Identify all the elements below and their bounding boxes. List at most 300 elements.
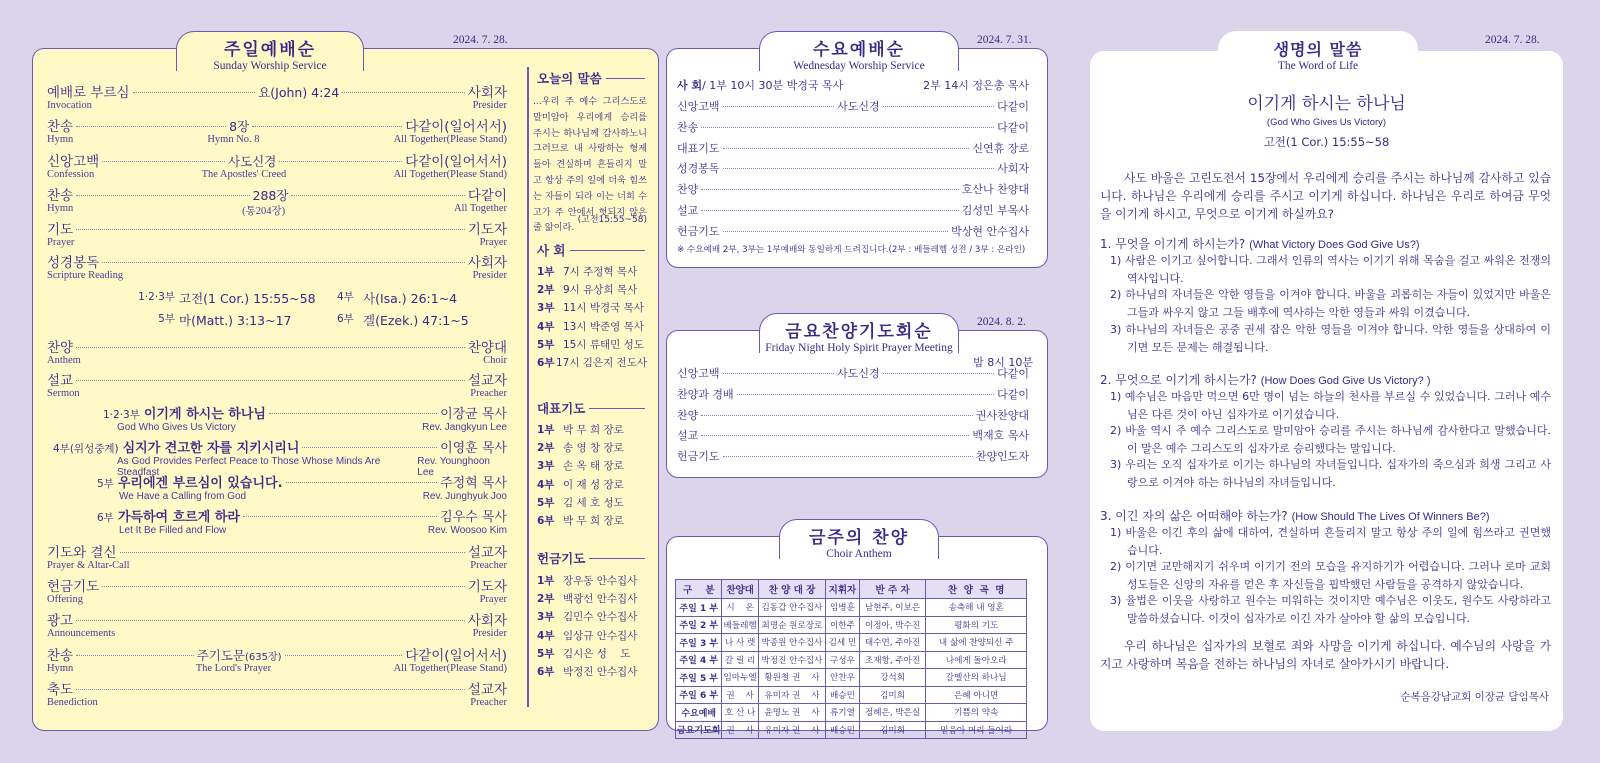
wednesday-date: 2024. 7. 31. <box>977 34 1032 46</box>
leader-dots <box>286 482 438 483</box>
sermon-line <box>47 472 507 491</box>
sermon-title: 심지가 견고한 자를 지키시리니 <box>122 441 300 456</box>
side-list-item <box>537 280 647 298</box>
order-item <box>47 115 507 149</box>
order-item-label: 찬송 <box>47 648 74 664</box>
choir-cell: 믿음아 머리 들어라 <box>926 721 1027 739</box>
side-list-name: 이 재 성 장로 <box>563 478 624 491</box>
order-item-line <box>47 150 507 169</box>
choir-cell: 김세 민 <box>826 634 860 652</box>
leader-dots <box>76 195 249 196</box>
side-list-service: 4부 <box>537 320 555 333</box>
side-list-service: 6부 <box>537 666 555 679</box>
side-list-name: 17시 김은지 전도사 <box>555 357 647 370</box>
order-item-leader: 다같이(일어서서) <box>405 154 507 170</box>
order-item <box>47 184 507 218</box>
word-section-point: 1) 바울은 이긴 후의 삶에 대하여, 견실하며 흔들리지 말고 항상 주의 일에 힘쓰라고 권면했습니다. <box>1110 526 1551 557</box>
order-item-label: 찬송 <box>47 188 74 204</box>
order-item-label: 찬양 <box>677 183 699 197</box>
order-item-line <box>47 184 507 203</box>
leader-dots <box>102 161 225 162</box>
choir-subtitle: Choir Anthem <box>826 548 892 560</box>
choir-cell: 태수연, 주아진 <box>859 634 926 652</box>
order-item-line <box>47 336 507 355</box>
order-item-leader-en: Preacher <box>470 697 507 708</box>
scripture-service: 5부 <box>158 313 175 325</box>
order-item <box>47 150 507 184</box>
choir-cell: 이한주 <box>826 616 860 634</box>
order-item-detail-text: 주기도문 <box>196 648 246 663</box>
leader-dots <box>76 347 465 348</box>
leader-dots <box>701 210 958 211</box>
side-list-name: 13시 박준영 목사 <box>563 320 644 333</box>
leader-dots <box>243 516 437 517</box>
sermon-entry <box>47 437 507 478</box>
side-list-item <box>537 299 647 317</box>
choir-cell: 나 사 렛 <box>722 634 758 652</box>
word-section-point: 1) 사람은 이기고 싶어합니다. 그래서 인류의 역사는 이기기 위해 목숨을 걸고 싸워온 전쟁의 역사입니다. <box>1110 254 1551 285</box>
order-item-en-line <box>47 388 507 401</box>
order-item-line <box>47 541 507 560</box>
order-item-en-line <box>47 697 507 710</box>
word-title: 생명의 말씀 <box>1273 40 1363 59</box>
order-item-detail <box>228 152 276 170</box>
sermon-entry <box>47 403 507 439</box>
order-item-label-en: Scripture Reading <box>47 270 124 281</box>
order-item-label: 예배로 부르심 <box>47 85 130 101</box>
order-item-leader: 설교자 <box>467 373 507 389</box>
scripture-text-2: 겔(Ezek.) 47:1~5 <box>363 313 469 328</box>
order-item-label: 찬양 <box>47 340 74 356</box>
order-item-detail-text: 요(John) 4:24 <box>258 85 340 100</box>
side-list-service: 4부 <box>537 629 555 642</box>
choir-cell: 이정아, 박수진 <box>859 616 926 634</box>
choir-cell: 은혜 아니면 <box>926 686 1027 704</box>
choir-cell: 김미희 <box>859 721 926 739</box>
order-item-line <box>47 575 507 594</box>
side-list-item <box>537 511 647 529</box>
wednesday-presider-second: 2부 14시 정은총 목사 <box>923 79 1029 92</box>
side-list-service: 3부 <box>537 460 555 473</box>
side-list-name: 박 무 희 장로 <box>563 423 624 436</box>
order-item-en-line <box>47 663 507 676</box>
order-item-detail-en: Hymn No. 8 <box>207 134 260 145</box>
order-item-leader: 다같이 <box>467 188 507 204</box>
side-list-name: 백광선 안수집사 <box>563 592 638 605</box>
side-list-name: 김시은 성 도 <box>563 647 631 660</box>
choir-cell: 황원철 권 사 <box>758 669 825 687</box>
table-row <box>676 669 1027 687</box>
choir-cell: 류기열 <box>826 704 860 722</box>
order-item-line <box>47 678 507 697</box>
choir-cell: 배승민 <box>826 686 860 704</box>
order-item-en-line <box>47 100 507 113</box>
order-item-label-en: Invocation <box>47 100 92 111</box>
order-item-label-en: Anthem <box>47 355 81 366</box>
side-list-item <box>537 353 647 371</box>
choir-cell: 주일 3 부 <box>676 634 722 652</box>
offering-prayer-heading: 헌금기도 <box>537 549 645 567</box>
sermon-service: 1·2·3부 <box>103 409 140 421</box>
choir-cell: 나에게 돌아오라 <box>926 651 1027 669</box>
order-item-leader: 설교자 <box>467 545 507 561</box>
side-list-service: 3부 <box>537 302 555 315</box>
order-item-label: 기도와 결신 <box>47 545 117 561</box>
order-item-leader-en: All Together <box>453 203 507 214</box>
leader-dots <box>76 126 226 127</box>
word-intro: 사도 바울은 고린도전서 15장에서 우리에게 승리를 주시는 하나님께 감사하고 있습니다. 하나님은 우리에게 승리를 주시고 이기게 하십니다. 하나님은 우리로 하여금 무엇을 이기게 하시고, 무엇으로 이기게 하실까요? <box>1100 171 1551 221</box>
choir-cell: 최명순 원로장로 <box>758 616 825 634</box>
side-list-name: 손 옥 태 장로 <box>563 460 624 473</box>
choir-cell: 주일 6 부 <box>676 686 722 704</box>
order-item-detail-en: (통204장) <box>242 206 286 217</box>
order-item-line <box>47 251 507 270</box>
choir-cell: 안찬우 <box>826 669 860 687</box>
word-section-heading <box>1100 371 1431 388</box>
choir-cell: 임병훈 <box>826 599 860 617</box>
order-item-label: 신앙고백 <box>677 100 720 113</box>
word-scripture: 고전(1 Cor.) 15:55~58 <box>1263 135 1390 149</box>
leader-dots <box>120 552 465 553</box>
leader-dots <box>102 586 465 587</box>
order-item-leader: 호산나 찬양대 <box>961 183 1029 197</box>
choir-cell: 남현주, 이보은 <box>859 599 926 617</box>
order-item-label: 대표기도 <box>677 141 720 155</box>
order-item-en-line <box>47 560 507 573</box>
sermon-preacher-en: Rev. Younghoon Lee <box>417 456 490 478</box>
side-list-name: 9시 유상희 목사 <box>563 283 638 296</box>
order-item-leader-en: All Together(Please Stand) <box>393 169 507 180</box>
order-item-label-en: Announcements <box>47 628 116 639</box>
order-item-leader: 다같이 <box>997 387 1029 401</box>
order-item-label-en: Hymn <box>47 203 74 214</box>
sermon-title-en: Let It Be Filled and Flow <box>119 525 227 536</box>
wednesday-title: 수요예배순 <box>812 40 906 60</box>
leader-dots <box>291 195 464 196</box>
order-item-label-en: Offering <box>47 594 83 605</box>
order-item-leader-en: All Together(Please Stand) <box>393 663 507 674</box>
word-section-point: 3) 율법은 이웃을 사랑하고 원수는 미워하는 것이지만 예수님은 이웃도, 원수도 사랑하라고 말씀하셨습니다. 이것이 십자가로 이긴 자가 살아야 할 삶의 모습입니다. <box>1110 594 1551 625</box>
side-list-service: 1부 <box>537 574 555 587</box>
friday-title: 금요찬양기도회순 <box>785 322 933 342</box>
leader-dots <box>133 92 256 93</box>
side-list-item <box>537 662 647 680</box>
sunday-divider <box>527 67 529 707</box>
scripture-service-2: 6부 <box>337 313 354 325</box>
side-list-item <box>537 589 647 607</box>
word-section-point: 1) 예수님은 마음만 먹으면 6만 명이 넘는 하늘의 천사를 부르실 수 있었습니다. 그러나 예수님은 다른 것이 아닌 십자가로 이기셨습니다. <box>1110 390 1551 421</box>
side-list-service: 6부 <box>537 515 555 528</box>
choir-cell: 주일 1 부 <box>676 599 722 617</box>
order-item-en-line <box>47 203 507 216</box>
sermon-title-en: We Have a Calling from God <box>119 491 247 502</box>
wednesday-subtitle: Wednesday Worship Service <box>793 60 925 72</box>
order-item-en-line <box>47 594 507 607</box>
choir-header-cell: 반 주 자 <box>859 580 926 599</box>
leader-dots <box>279 161 402 162</box>
scripture-service-2: 4부 <box>337 291 354 303</box>
rep-prayer-list <box>537 420 647 530</box>
leader-dots <box>76 689 465 690</box>
order-item <box>677 407 1029 427</box>
word-date: 2024. 7. 28. <box>1485 34 1540 46</box>
leader-dots <box>723 231 949 232</box>
word-signature: 순복음강남교회 이장균 담임목사 <box>1400 691 1549 703</box>
choir-cell: 유미자 권 사 <box>758 686 825 704</box>
order-item-leader-en: All Together(Please Stand) <box>393 134 507 145</box>
order-item-leader: 다같이(일어서서) <box>405 119 508 135</box>
choir-cell: 박정진 안수집사 <box>758 651 825 669</box>
leader-dots <box>269 413 437 414</box>
leader-dots <box>723 148 970 149</box>
leader-dots <box>701 127 994 128</box>
scripture-service: 1·2·3부 <box>138 291 175 303</box>
word-section-question-en: (What Victory Does God Give Us?) <box>1249 239 1420 251</box>
word-section-point: 2) 바울 역시 주 예수 그리스도로 말미암아 승리를 주시는 하나님께 감사한다고 말했습니다. 이 말은 예수 그리스도의 십자가로 승리했다는 말입니다. <box>1110 424 1551 455</box>
choir-cell: 기쁨의 약속 <box>926 704 1027 722</box>
order-item-detail-en: The Lord's Prayer <box>195 663 272 674</box>
choir-cell: 권 사 <box>722 686 758 704</box>
sermon-entry <box>47 472 507 508</box>
leader-dots <box>883 373 995 374</box>
order-item <box>47 218 507 252</box>
order-item-detail <box>258 83 339 101</box>
choir-title-tab <box>779 519 939 559</box>
sermon-title: 우리에겐 부르심이 있습니다. <box>117 476 283 491</box>
choir-table <box>675 579 1027 739</box>
today-word-heading: 오늘의 말씀 <box>537 69 645 87</box>
order-item <box>47 541 507 575</box>
choir-cell: 박종원 안수집사 <box>758 634 825 652</box>
choir-cell: 권 사 <box>722 721 758 739</box>
order-item <box>47 336 507 370</box>
choir-cell: 윤명노 권 사 <box>758 704 825 722</box>
order-item-label-en: Prayer & Altar-Call <box>47 560 130 571</box>
side-list-item <box>537 571 647 589</box>
sermon-title: 가득하여 흐르게 하라 <box>117 510 240 525</box>
choir-header-cell: 찬 양 대 장 <box>758 580 825 599</box>
order-item-leader-en: Presider <box>472 100 507 111</box>
today-word-ref: (고전15:55~58) <box>577 215 647 225</box>
order-item-leader: 찬양대 <box>467 340 507 356</box>
leader-dots <box>723 456 973 457</box>
order-item <box>677 427 1029 447</box>
side-list-service: 5부 <box>537 647 555 660</box>
word-section-question-en: (How Does God Give Us Victory? ) <box>1260 375 1431 387</box>
choir-cell: 주일 5 부 <box>676 669 722 687</box>
order-item <box>677 160 1029 180</box>
order-item-line <box>47 81 507 100</box>
choir-cell: 내 삶에 찬양되신 주 <box>926 634 1027 652</box>
word-section-heading <box>1100 507 1489 524</box>
word-section-question-en: (How Should The Lives Of Winners Be?) <box>1291 511 1490 523</box>
order-item-detail-en: The Apostles' Creed <box>201 169 287 180</box>
order-item-leader-en: Presider <box>472 270 507 281</box>
word-section-point: 2) 하나님의 자녀들은 악한 영들을 이겨야 합니다. 바울을 괴롭히는 자들이 있었지만 바울은 그들과 싸우지 않고 그들 배후에 역사하는 악한 영들과 싸워 이겼습니다. <box>1110 288 1551 319</box>
side-list-item <box>537 262 647 280</box>
order-item-leader-en: Choir <box>483 355 507 366</box>
side-list-item <box>537 438 647 456</box>
order-item <box>677 98 1029 118</box>
sermon-preacher: 주정혁 목사 <box>440 476 507 491</box>
order-item-en-line <box>47 169 507 182</box>
sunday-title-tab <box>176 31 364 71</box>
order-item-leader: 다같이 <box>997 367 1030 380</box>
order-item <box>677 119 1029 139</box>
order-item-label-en: Hymn <box>47 663 74 674</box>
rep-prayer-heading: 대표기도 <box>537 399 645 417</box>
choir-header-cell: 지휘자 <box>826 580 860 599</box>
order-item <box>47 644 507 678</box>
leader-dots <box>342 92 465 93</box>
order-item-en-line <box>47 628 507 641</box>
side-list-item <box>537 457 647 475</box>
order-item-en-line <box>47 134 507 147</box>
word-section-point: 2) 이기면 교만해지기 쉬우며 이기기 전의 모습을 유지하기가 어렵습니다. 그러나 로마 교회 성도들은 신앙의 자유를 얻은 후 자신들을 핍박했던 사람들을 공격하지 않았습니다. <box>1110 560 1551 591</box>
sermon-preacher-en: Rev. Junghyuk Joo <box>422 491 507 502</box>
order-item-leader-en: Presider <box>472 628 507 639</box>
word-section-heading <box>1100 235 1420 252</box>
choir-header-cell: 찬양대 <box>722 580 758 599</box>
leader-dots <box>76 380 465 381</box>
order-item <box>677 386 1029 406</box>
table-row <box>676 686 1027 704</box>
side-list-item <box>537 626 647 644</box>
word-sermon-title: 이기게 하시는 하나님 <box>1247 94 1406 114</box>
word-section-question: 2. 무엇으로 이기게 하시는가? <box>1100 373 1257 387</box>
side-list-service: 2부 <box>537 283 555 296</box>
friday-date: 2024. 8. 2. <box>977 316 1026 328</box>
choir-cell: 주일 2 부 <box>676 616 722 634</box>
choir-cell: 김동갑 안수집사 <box>758 599 825 617</box>
choir-cell: 갈 릴 리 <box>722 651 758 669</box>
choir-cell: 배승민 <box>826 721 860 739</box>
table-row <box>676 721 1027 739</box>
order-item-label: 설교 <box>47 373 74 389</box>
order-item <box>677 181 1029 201</box>
order-item-label: 찬양과 경배 <box>677 387 734 401</box>
choir-cell: 호 산 나 <box>722 704 758 722</box>
order-item-label: 찬송 <box>47 119 74 135</box>
choir-cell: 갈멜산의 하나님 <box>926 669 1027 687</box>
order-item-detail <box>229 117 249 135</box>
presiders-heading: 사 회 <box>537 241 645 259</box>
order-item-line <box>47 218 507 237</box>
order-item-detail <box>253 186 289 204</box>
table-row <box>676 616 1027 634</box>
order-item-label: 성경봉독 <box>47 255 100 271</box>
choir-panel <box>666 528 1048 737</box>
choir-cell: 수요예배 <box>676 704 722 722</box>
side-list-name: 15시 류태민 성도 <box>563 338 644 351</box>
order-item-line <box>47 644 507 663</box>
leader-dots <box>76 620 465 621</box>
side-list-name: 송 영 창 장로 <box>563 441 624 454</box>
order-item-line <box>47 609 507 628</box>
order-item-label-en: Benediction <box>47 697 98 708</box>
order-item-label: 신앙고백 <box>47 154 100 170</box>
order-item <box>677 202 1029 222</box>
order-item-label: 축도 <box>47 682 74 698</box>
order-item <box>47 251 507 285</box>
sunday-title: 주일예배순 <box>223 40 317 60</box>
choir-cell: 강석희 <box>859 669 926 687</box>
table-row <box>676 704 1027 722</box>
sermon-preacher: 이영훈 목사 <box>440 441 507 456</box>
side-list-name: 김 세 호 성도 <box>563 496 624 509</box>
order-item-label-en: Sermon <box>47 388 80 399</box>
word-section-question: 1. 무엇을 이기게 하시는가? <box>1100 237 1246 251</box>
side-list-service: 4부 <box>537 478 555 491</box>
order-item <box>677 448 1029 468</box>
sermon-preacher-en: Rev. Woosoo Kim <box>427 525 507 536</box>
order-item-detail <box>197 646 282 664</box>
today-word-text: ...우리 주 예수 그리스도로 말미암아 우리에게 승리를 주시는 하나님께 감사하노니 그러므로 내 사랑하는 형제들아 견실하며 흔들리지 말고 항상 주의 일에 더욱 힘쓰는 자들이 되라 이는 너희 수고가 주 안에서 헛되지 않은 줄 앎이라. <box>533 96 647 234</box>
order-item-leader-en: Preacher <box>470 560 507 571</box>
choir-cell: 평화의 기도 <box>926 616 1027 634</box>
leader-dots <box>701 415 973 416</box>
order-item-leader: 찬양인도자 <box>975 450 1029 464</box>
order-item-leader: 백재호 목사 <box>972 429 1029 443</box>
sermon-en-line <box>47 491 507 502</box>
order-item-detail: 사도신경 <box>837 367 880 380</box>
sermon-preacher: 이장균 목사 <box>440 407 507 422</box>
order-item-leader: 사회자 <box>467 85 508 101</box>
side-list-service: 2부 <box>537 441 555 454</box>
order-item-label-en: Hymn <box>47 134 74 145</box>
side-list-item <box>537 317 647 335</box>
order-item-label: 찬송 <box>677 120 699 134</box>
order-item-label: 신앙고백 <box>677 367 720 380</box>
side-list-name: 7시 주정혁 목사 <box>563 265 638 278</box>
order-item <box>47 81 507 115</box>
choir-header-cell: 구 분 <box>676 580 722 599</box>
leader-dots <box>723 373 835 374</box>
order-item-en-line <box>47 237 507 250</box>
order-item-leader-en: Prayer <box>479 237 507 248</box>
choir-cell: 주일 4 부 <box>676 651 722 669</box>
order-item-en-line <box>47 355 507 368</box>
choir-header-cell: 찬 양 곡 명 <box>926 580 1027 599</box>
table-row <box>676 599 1027 617</box>
sermon-service: 5부 <box>97 478 114 490</box>
leader-dots <box>737 394 994 395</box>
choir-title: 금주의 찬양 <box>808 528 910 548</box>
wednesday-presider-line <box>677 77 1029 93</box>
wednesday-presider-first: / 1부 10시 30분 박경국 목사 <box>702 79 844 92</box>
leader-dots <box>76 655 194 656</box>
order-item-leader-en: Prayer <box>479 594 507 605</box>
sermon-title-en: God Who Gives Us Victory <box>117 422 236 433</box>
choir-cell: 베들레헴 <box>722 616 758 634</box>
choir-cell: 정혜은, 박은실 <box>859 704 926 722</box>
side-list-service: 5부 <box>537 496 555 509</box>
sermon-preacher-en: Rev. Jangkyun Lee <box>422 422 507 433</box>
order-item-leader: 사회자 <box>467 255 507 271</box>
order-item-leader-en: Preacher <box>470 388 507 399</box>
side-list-item <box>537 493 647 511</box>
side-list-name: 김민수 안수집사 <box>563 611 638 624</box>
side-list-item <box>537 608 647 626</box>
wednesday-title-tab <box>759 31 959 71</box>
choir-cell: 구성우 <box>826 651 860 669</box>
wednesday-presider-label: 사 회 <box>677 79 703 92</box>
side-list-service: 6부 <box>537 357 555 370</box>
side-list-service: 5부 <box>537 338 555 351</box>
table-row <box>676 651 1027 669</box>
sermon-line <box>47 506 507 525</box>
side-list-name: 박정진 안수집사 <box>563 666 638 679</box>
